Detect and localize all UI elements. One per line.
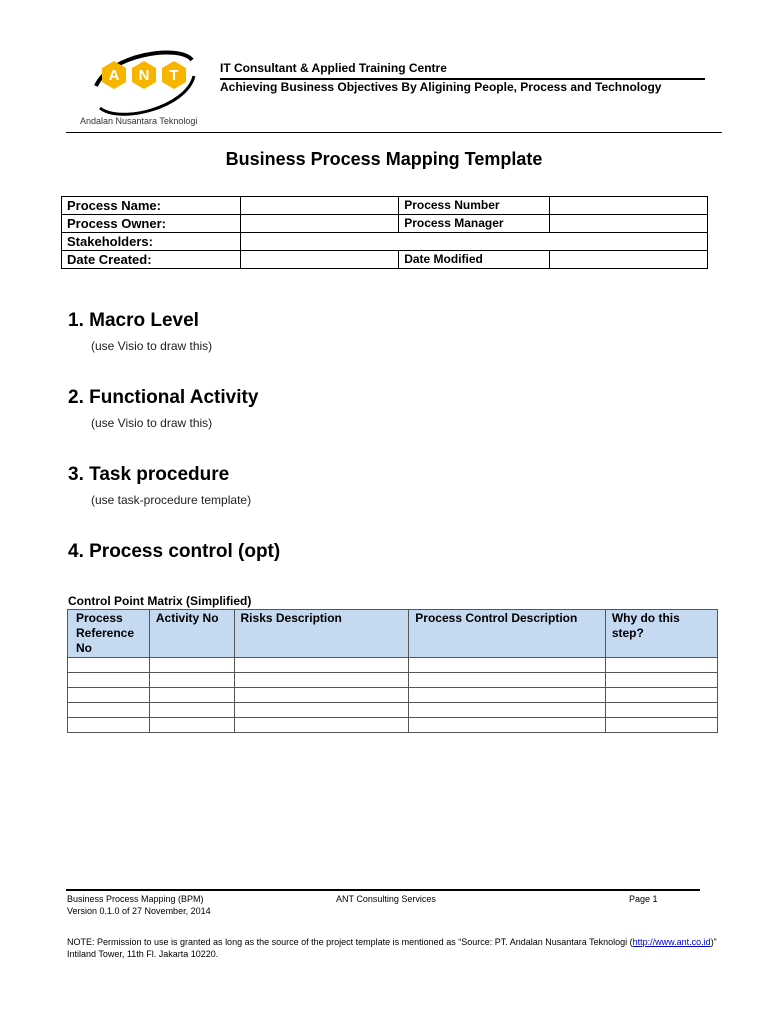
table-cell[interactable] [68,688,150,703]
table-row [68,718,718,733]
table-row [62,215,708,233]
table-cell[interactable] [234,688,409,703]
table-cell[interactable] [409,658,606,673]
table-cell[interactable] [68,718,150,733]
table-cell[interactable] [149,688,234,703]
table-row [62,251,708,269]
process-name-value[interactable] [240,197,398,215]
stakeholders-label: Stakeholders: [62,233,241,251]
process-number-value[interactable] [549,197,707,215]
table-cell[interactable] [149,718,234,733]
process-owner-value[interactable] [240,215,398,233]
section-note-task-procedure: (use task-procedure template) [91,493,252,507]
logo-letter-t: T [169,67,179,84]
stakeholders-value[interactable] [240,233,707,251]
process-owner-label: Process Owner: [62,215,241,233]
process-manager-label: Process Manager [399,215,549,233]
process-manager-value[interactable] [549,215,707,233]
process-info-table [61,196,708,269]
date-created-value[interactable] [240,251,398,269]
section-heading-functional-activity: 2. Functional Activity [68,387,259,408]
table-cell[interactable] [68,673,150,688]
ant-website-link[interactable]: http://www.ant.co.id [632,937,711,947]
table-cell[interactable] [149,658,234,673]
table-cell[interactable] [234,718,409,733]
permission-note [67,936,727,960]
table-row [62,233,708,251]
header-line-2: Achieving Business Objectives By Aligining People, Process and Technology [220,80,662,94]
header-bottom-divider [66,132,722,133]
table-cell[interactable] [605,703,717,718]
table-row [68,703,718,718]
logo-caption: Andalan Nusantara Teknologi [80,116,198,126]
date-modified-value[interactable] [549,251,707,269]
footer-version: Version 0.1.0 of 27 November, 2014 [67,906,211,916]
permission-note-suffix: )” Intiland Tower, 11th Fl. Jakarta 10220. [67,937,717,959]
table-row [62,197,708,215]
section-heading-macro-level: 1. Macro Level [68,310,199,331]
table-cell[interactable] [234,703,409,718]
footer-divider [66,889,700,891]
table-cell[interactable] [605,658,717,673]
table-cell[interactable] [605,718,717,733]
column-header-process-reference: Process Reference No [68,610,150,658]
table-cell[interactable] [605,673,717,688]
footer-page-number: Page 1 [629,894,658,904]
process-name-label: Process Name: [62,197,241,215]
footer-company: ANT Consulting Services [336,894,436,904]
column-header-activity-no: Activity No [149,610,234,658]
section-heading-task-procedure: 3. Task procedure [68,464,230,485]
permission-note-prefix: NOTE: Permission to use is granted as long as the source of the project template is mentioned as “Source: PT. Andalan Nusantara Teknologi ( [67,937,633,947]
table-cell[interactable] [409,703,606,718]
process-number-label: Process Number [399,197,549,215]
table-row [68,658,718,673]
table-cell[interactable] [605,688,717,703]
logo-letter-n: N [138,67,150,84]
table-cell[interactable] [234,673,409,688]
section-note-macro-level: (use Visio to draw this) [91,339,213,353]
control-matrix-title: Control Point Matrix (Simplified) [68,594,252,608]
table-row [68,673,718,688]
table-cell[interactable] [149,673,234,688]
table-cell[interactable] [149,703,234,718]
column-header-risks-description: Risks Description [234,610,409,658]
section-note-functional-activity: (use Visio to draw this) [91,416,213,430]
column-header-process-control-description: Process Control Description [409,610,606,658]
table-cell[interactable] [234,658,409,673]
date-created-label: Date Created: [62,251,241,269]
table-header-row [68,610,718,658]
section-heading-process-control: 4. Process control (opt) [68,541,281,562]
date-modified-label: Date Modified [399,251,549,269]
table-cell[interactable] [409,673,606,688]
column-header-why-do-this-step: Why do this step? [605,610,717,658]
table-row [68,688,718,703]
logo-letter-a: A [108,67,120,84]
table-cell[interactable] [68,658,150,673]
table-cell[interactable] [409,718,606,733]
control-point-matrix-table [67,609,718,733]
footer-doc-name: Business Process Mapping (BPM) [67,894,204,904]
header-line-1: IT Consultant & Applied Training Centre [220,61,447,75]
table-cell[interactable] [68,703,150,718]
table-cell[interactable] [409,688,606,703]
page-title: Business Process Mapping Template [225,149,543,169]
